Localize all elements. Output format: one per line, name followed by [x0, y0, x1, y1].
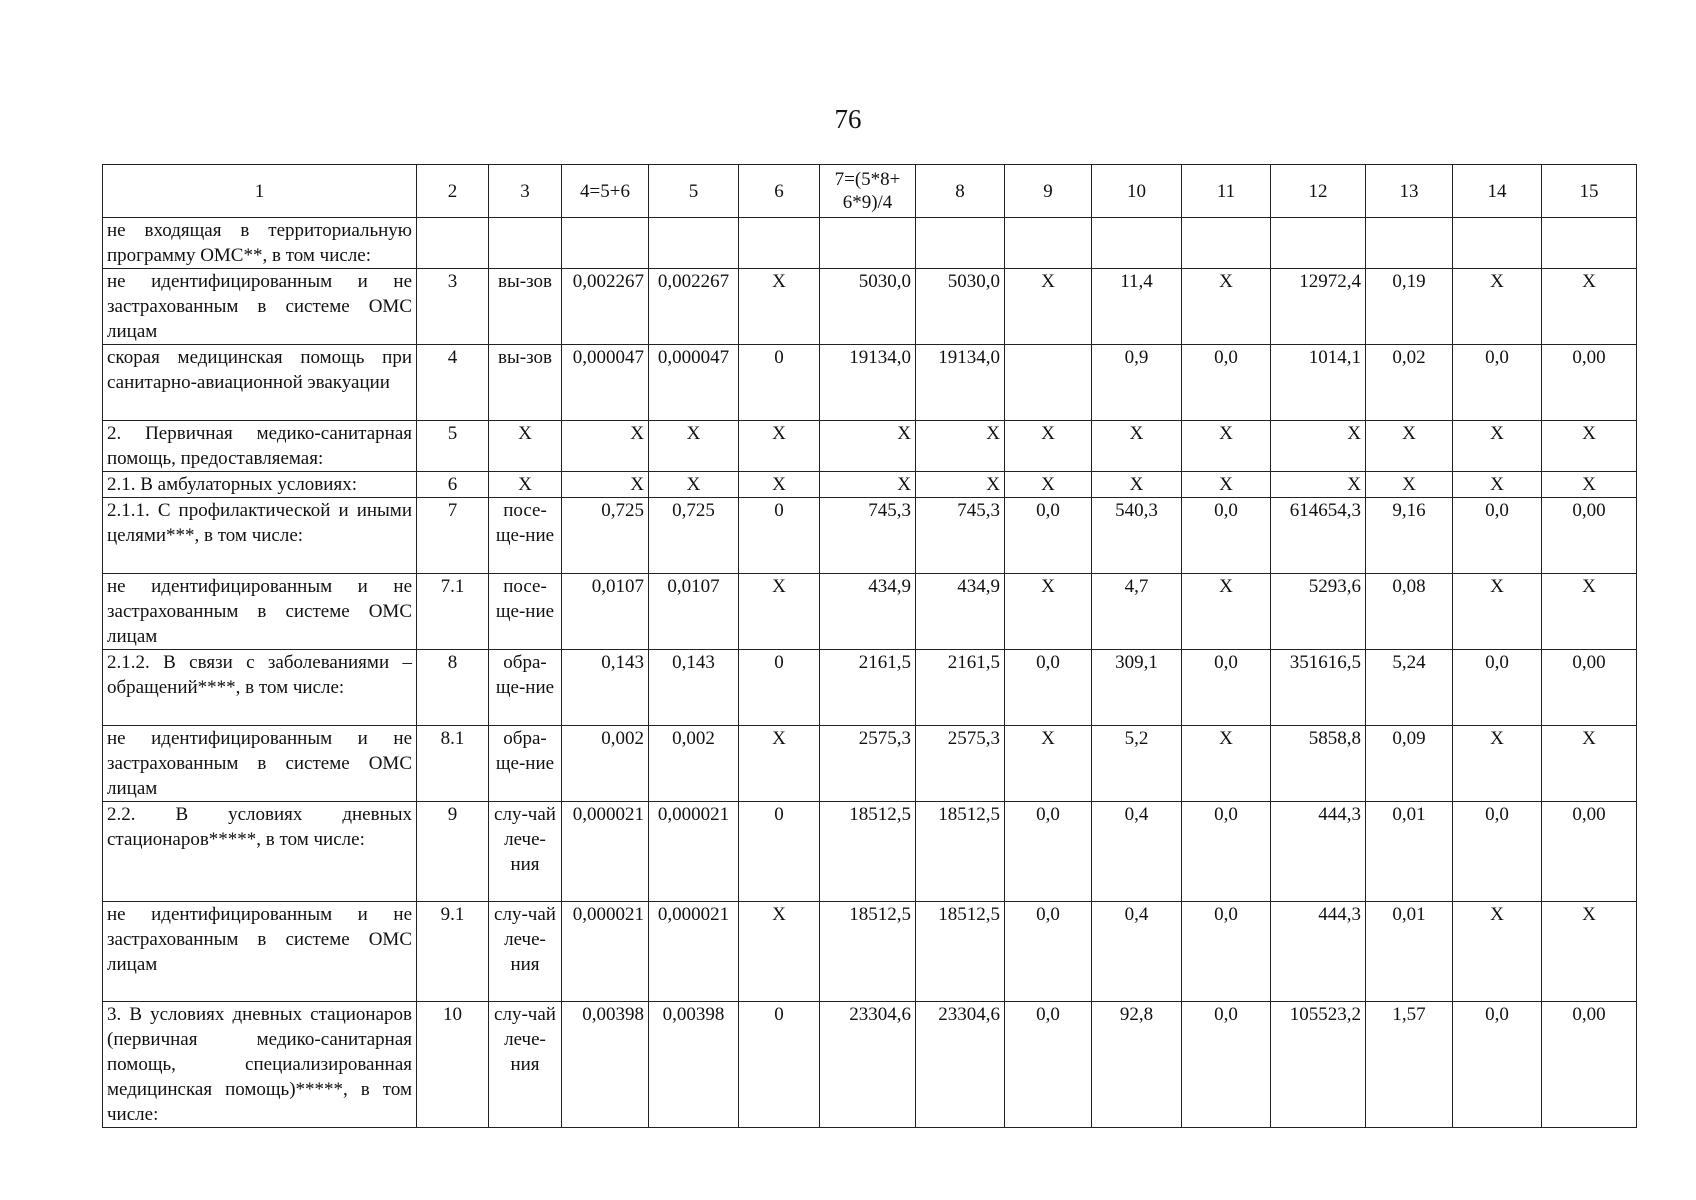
table-cell-col-9: X: [1005, 574, 1092, 650]
row-label: 2.1.2. В связи с заболеваниями – обращений****, в том числе:: [103, 650, 417, 726]
table-cell-col-4: 0,0107: [562, 574, 649, 650]
table-cell-col-10: 0,4: [1092, 902, 1182, 1002]
table-cell-col-4: [562, 218, 649, 269]
table-cell-col-10: 11,4: [1092, 269, 1182, 345]
table-cell-col-8: [916, 218, 1005, 269]
table-cell-col-13: 5,24: [1366, 650, 1453, 726]
table-cell-col-13: 9,16: [1366, 498, 1453, 574]
header-cell-4: 4=5+6: [562, 165, 649, 218]
table-cell-col-6: X: [739, 472, 820, 498]
table-cell-col-12: [1271, 218, 1366, 269]
table-row: [103, 421, 1637, 472]
table-cell-col-6: 0: [739, 650, 820, 726]
table-cell-col-3: X: [489, 421, 562, 472]
table-cell-col-10: X: [1092, 472, 1182, 498]
table-cell-col-5: 0,002: [649, 726, 739, 802]
table-row: [103, 1002, 1637, 1128]
table-row: [103, 218, 1637, 269]
table-cell-col-10: X: [1092, 421, 1182, 472]
table-cell-col-9: X: [1005, 269, 1092, 345]
table-cell-col-6: 0: [739, 1002, 820, 1128]
table-cell-col-15: X: [1542, 902, 1637, 1002]
table-cell-col-9: 0,0: [1005, 498, 1092, 574]
row-label: не идентифицированным и не застрахованным в системе ОМС лицам: [103, 574, 417, 650]
table-cell-col-7: 18512,5: [820, 802, 916, 902]
table-cell-col-6: 0: [739, 498, 820, 574]
table-cell-col-8: 2575,3: [916, 726, 1005, 802]
table-cell-col-11: 0,0: [1182, 902, 1271, 1002]
table-cell-col-8: 2161,5: [916, 650, 1005, 726]
table-cell-col-4: X: [562, 421, 649, 472]
table-cell-col-8: 434,9: [916, 574, 1005, 650]
table-cell-col-4: 0,00398: [562, 1002, 649, 1128]
table-cell-col-5: X: [649, 421, 739, 472]
table-cell-col-10: [1092, 218, 1182, 269]
table-cell-col-5: 0,725: [649, 498, 739, 574]
table-row: [103, 345, 1637, 421]
table-cell-col-9: 0,0: [1005, 902, 1092, 1002]
header-cell-2: 2: [417, 165, 489, 218]
table-row: [103, 472, 1637, 498]
table-cell-col-10: 4,7: [1092, 574, 1182, 650]
table-cell-col-8: X: [916, 472, 1005, 498]
table-cell-col-15: X: [1542, 574, 1637, 650]
table-cell-col-10: 309,1: [1092, 650, 1182, 726]
table-cell-col-14: X: [1453, 726, 1542, 802]
table-cell-col-4: 0,000021: [562, 902, 649, 1002]
table-cell-col-13: 0,19: [1366, 269, 1453, 345]
header-cell-11: 11: [1182, 165, 1271, 218]
table-cell-col-8: 745,3: [916, 498, 1005, 574]
table-cell-col-14: 0,0: [1453, 650, 1542, 726]
table-cell-col-5: 0,000021: [649, 802, 739, 902]
table-cell-col-11: [1182, 218, 1271, 269]
row-label: не входящая в территориальную программу ОМС**, в том числе:: [103, 218, 417, 269]
header-cell-12: 12: [1271, 165, 1366, 218]
table-row: [103, 802, 1637, 902]
table-cell-col-4: 0,002267: [562, 269, 649, 345]
table-row: [103, 269, 1637, 345]
table-cell-col-11: X: [1182, 574, 1271, 650]
table-cell-col-15: 0,00: [1542, 345, 1637, 421]
table-cell-col-3: [489, 218, 562, 269]
table-cell-col-11: 0,0: [1182, 1002, 1271, 1128]
table-cell-col-11: 0,0: [1182, 498, 1271, 574]
table-cell-col-11: 0,0: [1182, 802, 1271, 902]
table-cell-col-8: X: [916, 421, 1005, 472]
table-cell-col-4: 0,000021: [562, 802, 649, 902]
table-cell-col-12: X: [1271, 472, 1366, 498]
table-cell-col-7: 2161,5: [820, 650, 916, 726]
table-cell-col-7: 23304,6: [820, 1002, 916, 1128]
table-cell-col-14: 0,0: [1453, 802, 1542, 902]
table-cell-col-10: 92,8: [1092, 1002, 1182, 1128]
table-cell-col-13: 0,01: [1366, 902, 1453, 1002]
table-row: [103, 902, 1637, 1002]
table-cell-col-13: [1366, 218, 1453, 269]
table-cell-col-3: посе-ще-ние: [489, 574, 562, 650]
table-cell-col-12: 444,3: [1271, 802, 1366, 902]
table-cell-col-5: 0,000047: [649, 345, 739, 421]
table-cell-col-8: 23304,6: [916, 1002, 1005, 1128]
table-cell-col-15: X: [1542, 726, 1637, 802]
table-cell-col-13: X: [1366, 472, 1453, 498]
table-cell-col-3: слу-чай лече-ния: [489, 902, 562, 1002]
table-cell-col-12: 5858,8: [1271, 726, 1366, 802]
row-label: не идентифицированным и не застрахованным в системе ОМС лицам: [103, 726, 417, 802]
header-cell-13: 13: [1366, 165, 1453, 218]
table-body: [103, 165, 1637, 1128]
table-cell-col-14: 0,0: [1453, 345, 1542, 421]
table-row: [103, 498, 1637, 574]
table-cell-col-2: 9: [417, 802, 489, 902]
table-cell-col-15: 0,00: [1542, 650, 1637, 726]
table-cell-col-2: 4: [417, 345, 489, 421]
table-cell-col-4: 0,002: [562, 726, 649, 802]
table-cell-col-7: 5030,0: [820, 269, 916, 345]
table-cell-col-7: X: [820, 421, 916, 472]
table-cell-col-2: 7: [417, 498, 489, 574]
row-label: 2.2. В условиях дневных стационаров*****, в том числе:: [103, 802, 417, 902]
table-cell-col-10: 5,2: [1092, 726, 1182, 802]
table-cell-col-10: 540,3: [1092, 498, 1182, 574]
table-cell-col-2: 6: [417, 472, 489, 498]
table-cell-col-15: X: [1542, 421, 1637, 472]
table-cell-col-12: 351616,5: [1271, 650, 1366, 726]
table-cell-col-12: 12972,4: [1271, 269, 1366, 345]
header-cell-15: 15: [1542, 165, 1637, 218]
header-cell-8: 8: [916, 165, 1005, 218]
table-cell-col-9: X: [1005, 726, 1092, 802]
row-label: не идентифицированным и не застрахованным в системе ОМС лицам: [103, 902, 417, 1002]
table-cell-col-6: [739, 218, 820, 269]
row-label: 3. В условиях дневных стационаров (первичная медико-санитарная помощь, специализированная медицинская помощь)*****, в том числе:: [103, 1002, 417, 1128]
table-cell-col-5: 0,002267: [649, 269, 739, 345]
table-cell-col-14: 0,0: [1453, 498, 1542, 574]
table-cell-col-8: 18512,5: [916, 802, 1005, 902]
table-cell-col-5: 0,00398: [649, 1002, 739, 1128]
table-cell-col-13: 0,02: [1366, 345, 1453, 421]
table-cell-col-5: 0,143: [649, 650, 739, 726]
table-cell-col-11: X: [1182, 421, 1271, 472]
table-cell-col-6: X: [739, 269, 820, 345]
header-cell-6: 6: [739, 165, 820, 218]
table-cell-col-14: X: [1453, 421, 1542, 472]
table-cell-col-15: X: [1542, 472, 1637, 498]
table-cell-col-12: 5293,6: [1271, 574, 1366, 650]
table-cell-col-13: 1,57: [1366, 1002, 1453, 1128]
table-cell-col-12: 105523,2: [1271, 1002, 1366, 1128]
table-cell-col-13: 0,08: [1366, 574, 1453, 650]
page-number: 76: [834, 104, 862, 134]
table-cell-col-4: X: [562, 472, 649, 498]
table-cell-col-13: 0,01: [1366, 802, 1453, 902]
table-cell-col-12: X: [1271, 421, 1366, 472]
table-cell-col-11: X: [1182, 472, 1271, 498]
table-cell-col-8: 19134,0: [916, 345, 1005, 421]
table-cell-col-2: 10: [417, 1002, 489, 1128]
table-cell-col-14: X: [1453, 269, 1542, 345]
table-row: [103, 574, 1637, 650]
table-cell-col-9: 0,0: [1005, 802, 1092, 902]
header-cell-14: 14: [1453, 165, 1542, 218]
table-cell-col-11: 0,0: [1182, 650, 1271, 726]
table-cell-col-2: 7.1: [417, 574, 489, 650]
table-cell-col-14: X: [1453, 472, 1542, 498]
tariff-volume-table: [102, 164, 1637, 1128]
row-label: 2.1.1. С профилактической и иными целями***, в том числе:: [103, 498, 417, 574]
table-row: [103, 650, 1637, 726]
header-cell-10: 10: [1092, 165, 1182, 218]
table-cell-col-6: X: [739, 421, 820, 472]
table-cell-col-9: [1005, 345, 1092, 421]
table-cell-col-7: 18512,5: [820, 902, 916, 1002]
table-cell-col-3: вы-зов: [489, 269, 562, 345]
table-cell-col-3: X: [489, 472, 562, 498]
table-cell-col-8: 5030,0: [916, 269, 1005, 345]
row-label: не идентифицированным и не застрахованным в системе ОМС лицам: [103, 269, 417, 345]
table-cell-col-13: 0,09: [1366, 726, 1453, 802]
table-cell-col-12: 1014,1: [1271, 345, 1366, 421]
table-cell-col-6: X: [739, 726, 820, 802]
table-cell-col-4: 0,143: [562, 650, 649, 726]
table-cell-col-2: [417, 218, 489, 269]
row-label: 2. Первичная медико-санитарная помощь, предоставляемая:: [103, 421, 417, 472]
table-cell-col-3: вы-зов: [489, 345, 562, 421]
table-cell-col-15: 0,00: [1542, 1002, 1637, 1128]
table-cell-col-5: [649, 218, 739, 269]
header-cell-5: 5: [649, 165, 739, 218]
table-cell-col-10: 0,4: [1092, 802, 1182, 902]
table-cell-col-6: 0: [739, 802, 820, 902]
table-cell-col-3: слу-чай лече-ния: [489, 802, 562, 902]
table-cell-col-5: 0,000021: [649, 902, 739, 1002]
table-cell-col-4: 0,000047: [562, 345, 649, 421]
table-cell-col-2: 3: [417, 269, 489, 345]
table-cell-col-11: X: [1182, 269, 1271, 345]
table-cell-col-11: 0,0: [1182, 345, 1271, 421]
table-cell-col-11: X: [1182, 726, 1271, 802]
table-cell-col-6: 0: [739, 345, 820, 421]
table-cell-col-7: 19134,0: [820, 345, 916, 421]
table-cell-col-14: X: [1453, 902, 1542, 1002]
table-cell-col-3: обра-ще-ние: [489, 650, 562, 726]
table-cell-col-15: 0,00: [1542, 802, 1637, 902]
table-cell-col-14: 0,0: [1453, 1002, 1542, 1128]
table-cell-col-2: 8.1: [417, 726, 489, 802]
table-cell-col-15: 0,00: [1542, 498, 1637, 574]
table-cell-col-2: 9.1: [417, 902, 489, 1002]
table-cell-col-15: [1542, 218, 1637, 269]
table-cell-col-7: [820, 218, 916, 269]
row-label: 2.1. В амбулаторных условиях:: [103, 472, 417, 498]
table-row: [103, 726, 1637, 802]
table-cell-col-2: 8: [417, 650, 489, 726]
header-cell-3: 3: [489, 165, 562, 218]
header-row: [103, 165, 1637, 218]
table-cell-col-9: [1005, 218, 1092, 269]
table-cell-col-9: 0,0: [1005, 650, 1092, 726]
table-cell-col-7: 745,3: [820, 498, 916, 574]
table-cell-col-3: слу-чай лече-ния: [489, 1002, 562, 1128]
table-cell-col-3: обра-ще-ние: [489, 726, 562, 802]
header-cell-9: 9: [1005, 165, 1092, 218]
table-cell-col-6: X: [739, 902, 820, 1002]
table-cell-col-14: [1453, 218, 1542, 269]
table-cell-col-12: 614654,3: [1271, 498, 1366, 574]
table-cell-col-10: 0,9: [1092, 345, 1182, 421]
header-cell-1: 1: [103, 165, 417, 218]
table-cell-col-2: 5: [417, 421, 489, 472]
row-label: скорая медицинская помощь при санитарно-авиационной эвакуации: [103, 345, 417, 421]
table-cell-col-8: 18512,5: [916, 902, 1005, 1002]
table-cell-col-9: X: [1005, 421, 1092, 472]
table-cell-col-6: X: [739, 574, 820, 650]
table-cell-col-3: посе-ще-ние: [489, 498, 562, 574]
table-cell-col-15: X: [1542, 269, 1637, 345]
table-cell-col-4: 0,725: [562, 498, 649, 574]
table-cell-col-14: X: [1453, 574, 1542, 650]
table-cell-col-5: X: [649, 472, 739, 498]
table-cell-col-12: 444,3: [1271, 902, 1366, 1002]
table-cell-col-5: 0,0107: [649, 574, 739, 650]
table-cell-col-13: X: [1366, 421, 1453, 472]
table-cell-col-9: 0,0: [1005, 1002, 1092, 1128]
table-cell-col-7: 2575,3: [820, 726, 916, 802]
header-cell-7: 7=(5*8+ 6*9)/4: [820, 165, 916, 218]
table-cell-col-7: X: [820, 472, 916, 498]
table-cell-col-9: X: [1005, 472, 1092, 498]
table-cell-col-7: 434,9: [820, 574, 916, 650]
